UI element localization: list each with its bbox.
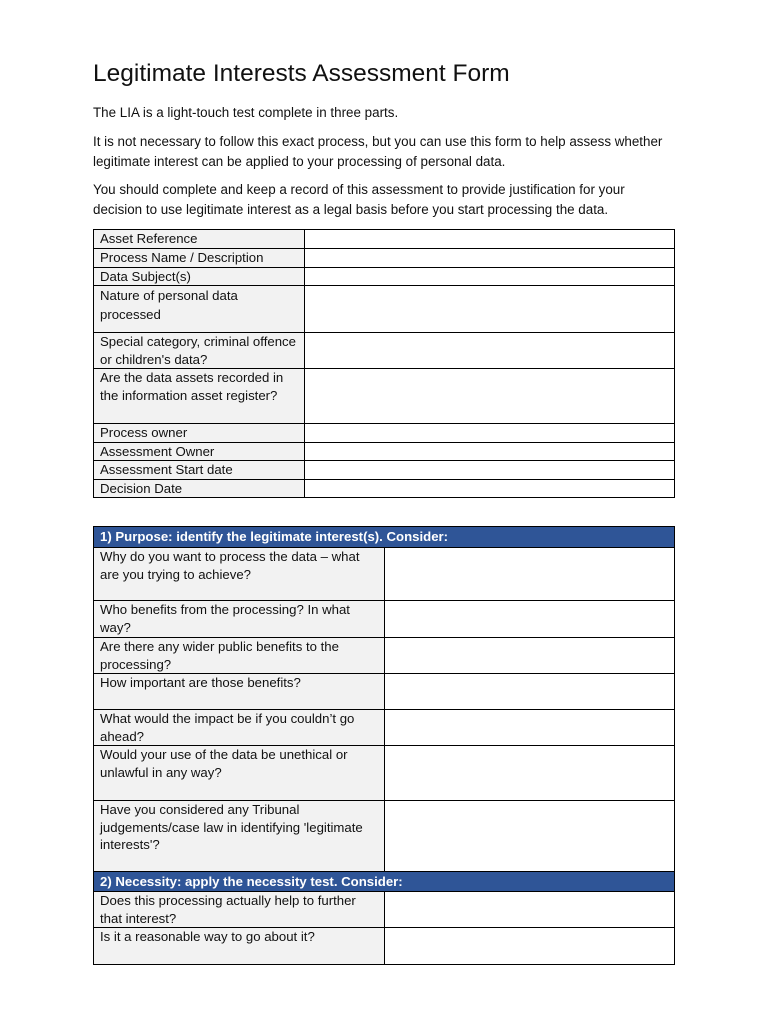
- row-label: Does this processing actually help to further that interest?: [94, 892, 385, 928]
- row-value-field[interactable]: [384, 638, 675, 674]
- row-label: Are the data assets recorded in the information asset register?: [94, 369, 305, 424]
- row-label: How important are those benefits?: [94, 674, 385, 710]
- section-heading: 1) Purpose: identify the legitimate interest(s). Consider:: [94, 527, 675, 548]
- row-value-field[interactable]: [384, 674, 675, 710]
- row-label: Is it a reasonable way to go about it?: [94, 928, 385, 965]
- row-value-field[interactable]: [305, 267, 675, 286]
- table-row: [94, 801, 675, 872]
- table-row: [94, 461, 675, 480]
- table-row: [94, 369, 675, 424]
- table-row: [94, 424, 675, 443]
- table-row: [94, 548, 675, 601]
- table-row: [94, 674, 675, 710]
- row-label: Data Subject(s): [94, 267, 305, 286]
- row-value-field[interactable]: [305, 442, 675, 461]
- intro-paragraph-1: The LIA is a light-touch test complete in three parts.: [93, 105, 399, 120]
- row-value-field[interactable]: [384, 746, 675, 801]
- intro-paragraph-2: It is not necessary to follow this exact process, but you can use this form to help assess whether legitimate interest can be applied to your processing of personal data.: [93, 134, 663, 169]
- assessment-details-table: [93, 229, 675, 498]
- row-value-field[interactable]: [384, 548, 675, 601]
- row-value-field[interactable]: [305, 249, 675, 268]
- row-label: Would your use of the data be unethical or unlawful in any way?: [94, 746, 385, 801]
- table-row: [94, 601, 675, 638]
- row-label: Process owner: [94, 424, 305, 443]
- row-label: Special category, criminal offence or children's data?: [94, 333, 305, 369]
- row-label: Process Name / Description: [94, 249, 305, 268]
- row-value-field[interactable]: [305, 424, 675, 443]
- table-row: [94, 479, 675, 498]
- row-label: Decision Date: [94, 479, 305, 498]
- row-value-field[interactable]: [305, 286, 675, 333]
- row-value-field[interactable]: [305, 461, 675, 480]
- table-row: [94, 333, 675, 369]
- row-value-field[interactable]: [305, 479, 675, 498]
- row-value-field[interactable]: [305, 333, 675, 369]
- section-header-necessity: [94, 872, 675, 892]
- row-label: Who benefits from the processing? In what way?: [94, 601, 385, 638]
- row-label: Asset Reference: [94, 230, 305, 249]
- table-row: [94, 267, 675, 286]
- row-label: Why do you want to process the data – what are you trying to achieve?: [94, 548, 385, 601]
- table-row: [94, 638, 675, 674]
- table-row: [94, 230, 675, 249]
- row-label: Assessment Start date: [94, 461, 305, 480]
- row-value-field[interactable]: [305, 230, 675, 249]
- table-row: [94, 928, 675, 965]
- row-label: Are there any wider public benefits to the processing?: [94, 638, 385, 674]
- intro-paragraph-3: You should complete and keep a record of this assessment to provide justification for your decision to use legitimate interest as a legal basis before you start processing the data.: [93, 182, 625, 217]
- table-row: [94, 710, 675, 746]
- table-row: [94, 442, 675, 461]
- row-value-field[interactable]: [384, 892, 675, 928]
- row-value-field[interactable]: [384, 601, 675, 638]
- row-value-field[interactable]: [384, 928, 675, 965]
- table-row: [94, 286, 675, 333]
- row-label: Assessment Owner: [94, 442, 305, 461]
- table-row: [94, 892, 675, 928]
- assessment-questions-table: [93, 526, 675, 965]
- table-row: [94, 746, 675, 801]
- row-value-field[interactable]: [384, 801, 675, 872]
- page-title: Legitimate Interests Assessment Form: [93, 60, 510, 87]
- row-value-field[interactable]: [305, 369, 675, 424]
- section-heading: 2) Necessity: apply the necessity test. Consider:: [94, 872, 675, 892]
- row-label: What would the impact be if you couldn’t go ahead?: [94, 710, 385, 746]
- row-value-field[interactable]: [384, 710, 675, 746]
- section-header-purpose: [94, 527, 675, 548]
- row-label: Nature of personal data processed: [94, 286, 305, 333]
- row-label: Have you considered any Tribunal judgements/case law in identifying 'legitimate interests'?: [94, 801, 385, 872]
- table-row: [94, 249, 675, 268]
